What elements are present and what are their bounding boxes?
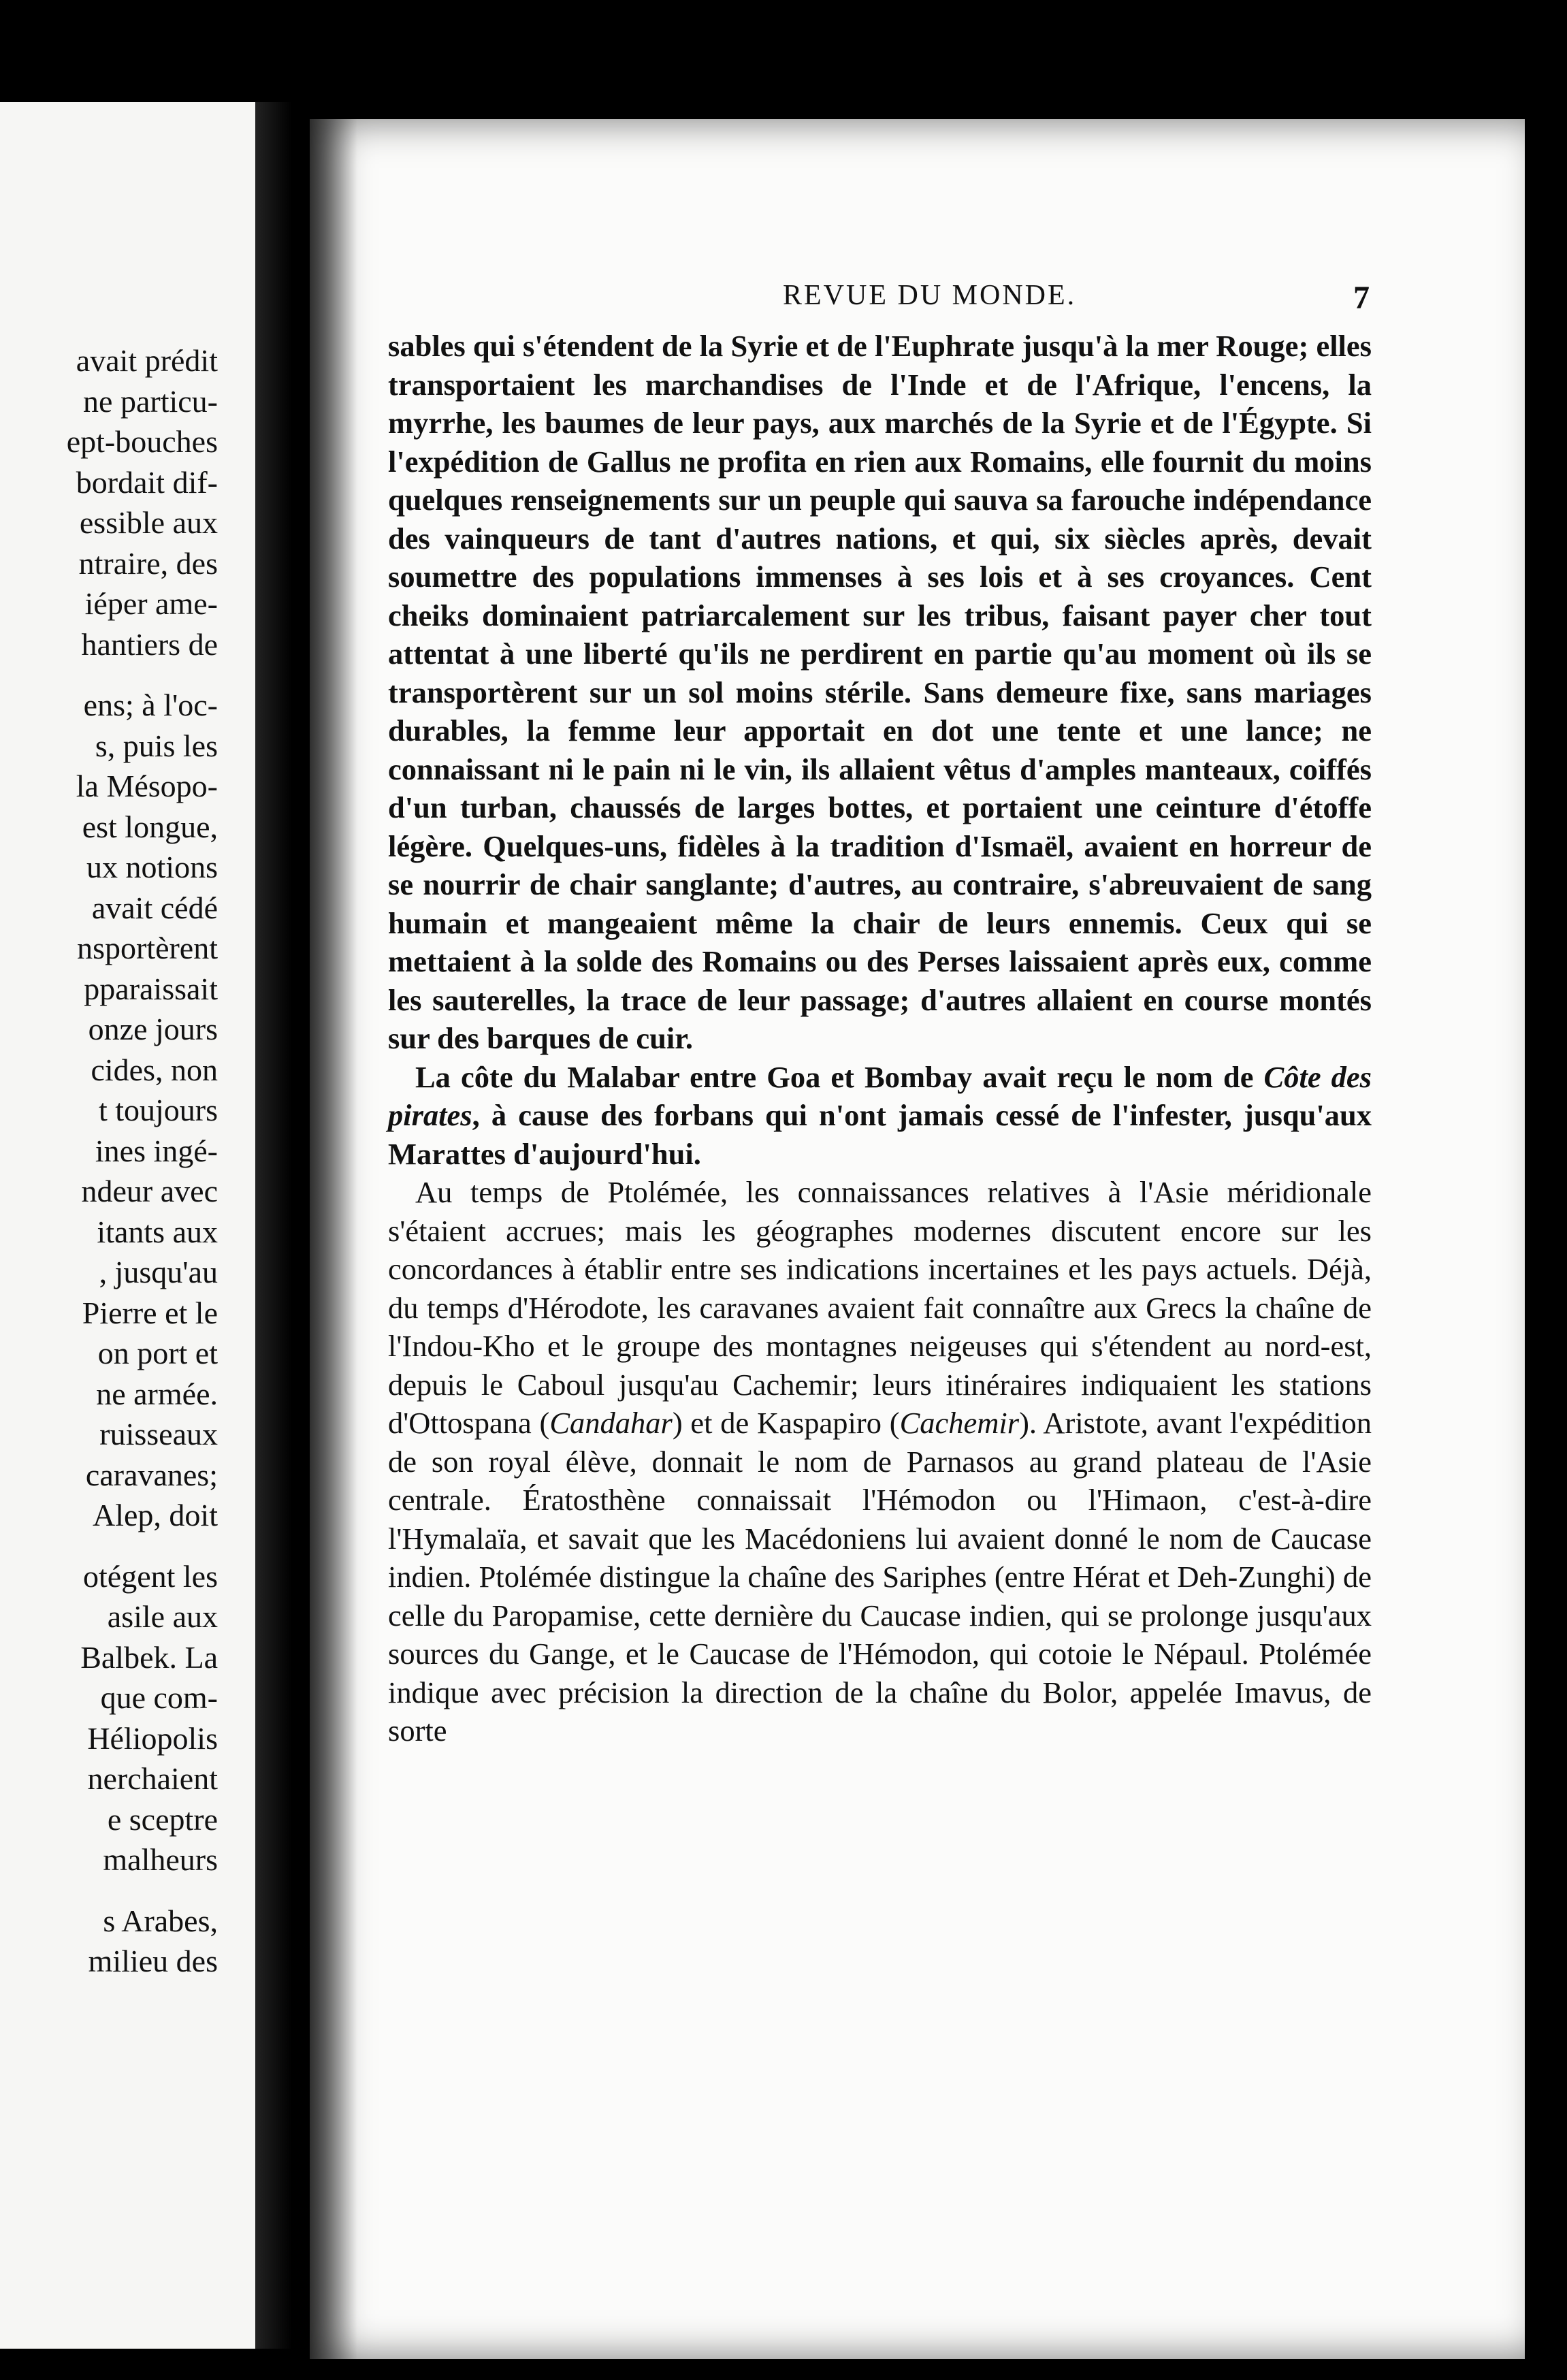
paragraph-1: sables qui s'étendent de la Syrie et de l'Euphrate jusqu'à la mer Rouge; elles transportaient les marchandises de l'Inde et de l'Afrique, l'encens, la myrrhe, les baumes de leur pays, aux marchés de la Syrie et de l'Égypte. Si l'expédition de Gallus ne profita en rien aux Romains, elle fournit du moins quelques renseignements sur un peuple qui sauva sa farouche indépendance des vainqueurs de tant d'autres nations, et qui, six siècles après, devait soumettre des populations immenses à ses lois et à ses croyances. Cent cheiks dominaient patriarcalement sur les tribus, faisant payer cher tout attentat à une liberté qu'ils ne perdirent en partie qu'au moment où ils se transportèrent sur un sol moins stérile. Sans demeure fixe, sans mariages durables, la femme leur apportait en dot une tente et une lance; ne connaissant ni le pain ni le vin, ils allaient vêtus d'amples manteaux, coiffés d'un turban, chaussés de larges bottes, et portaient une ceinture d'étoffe légère. Quelques-uns, fidèles à la tradition d'Ismaël, avaient en horreur de se nourrir de chair sanglante; d'autres, au contraire, s'abreuvaient de sang humain et mangeaient même la chair de leurs ennemis. Ceux qui se mettaient à la solde des Romains ou des Perses laissaient après eux, comme les sauterelles, la trace de leur passage; d'autres allaient en course montés sur des barques de cuir. (388, 329, 1372, 1055)
paragraph-3-italic-2: Cachemir (899, 1406, 1020, 1440)
left-page-text (0, 340, 218, 1982)
left-page-line: ens; à l'oc- (83, 688, 218, 722)
left-page-line: t toujours (98, 1093, 218, 1127)
paragraph-2 (388, 1058, 1372, 1174)
book-gutter-shadow (255, 102, 317, 2349)
left-page-line: s, puis les (95, 728, 218, 763)
left-page-line: ept-bouches (66, 424, 218, 459)
left-page-line: nsportèrent (77, 931, 218, 965)
left-page-line: Alep, doit (93, 1498, 218, 1532)
left-page-line: ntraire, des (78, 545, 218, 581)
left-page-line: asile aux (107, 1599, 218, 1634)
page-gutter-shadow (310, 119, 357, 2359)
running-head: REVUE DU MONDE. (783, 280, 1077, 311)
left-page-line: Pierre et le (82, 1295, 218, 1330)
left-page-line: , jusqu'au (99, 1255, 218, 1289)
left-page-line: caravanes; (85, 1457, 218, 1492)
paragraph-3-italic-1: Candahar (549, 1406, 673, 1440)
left-page-line: Héliopolis (87, 1720, 218, 1756)
main-page (310, 119, 1525, 2359)
left-page-line: otégent les (83, 1558, 218, 1594)
left-page-line: avait prédit (76, 343, 218, 378)
left-page-line: bordait dif- (76, 464, 218, 500)
paragraph-2-italic: Côte des pirates (388, 1059, 1372, 1132)
paragraph-2-text-a: La côte du Malabar entre Goa et Bombay avait reçu le nom de (415, 1059, 1264, 1094)
paragraph-3-text-b: ) et de Kaspapiro ( (672, 1406, 900, 1440)
left-page-line: ne particu- (83, 383, 218, 419)
left-page-line: milieu des (88, 1944, 218, 1978)
paragraph-3-text-a: Au temps de Ptolémée, les connaissances relatives à l'Asie méridionale s'étaient accrues; mais les géographes modernes discutent encore sur les concordances à établir entre ses indications incertaines et les pays actuels. Déjà, du temps d'Hérodote, les caravanes avaient fait connaître aux Grecs la chaîne de l'Indou-Kho et le groupe des montagnes neigeuses qui s'étendent au nord-est, depuis le Caboul jusqu'au Cachemir; leurs itinéraires indiquaient les stations d'Ottospana ( (388, 1175, 1372, 1440)
left-page-line: nerchaient (87, 1761, 218, 1796)
left-page-line: on port et (97, 1336, 218, 1370)
left-page-line: itants aux (97, 1214, 218, 1249)
left-page-line: que com- (100, 1680, 218, 1715)
left-page-line: cides, non (91, 1052, 218, 1087)
left-page-line: la Mésopo- (76, 769, 218, 803)
body-text (388, 327, 1372, 1750)
paragraph-3 (388, 1173, 1372, 1750)
left-page-gap (0, 1536, 218, 1556)
page-number: 7 (1353, 280, 1372, 316)
left-page-line: e sceptre (107, 1801, 218, 1837)
left-page-line: ines ingé- (95, 1133, 218, 1168)
paragraph-3-text-c: ). Aristote, avant l'expédition de son royal élève, donnait le nom de Parnasos au grand plateau de l'Asie centrale. Ératosthène connaissait l'Hémodon ou l'Himaon, c'est-à-dire l'Hymalaïa, et savait que les Macédoniens lui avaient donné le nom de Caucase indien. Ptolémée distingue la chaîne des Sariphes (entre Hérat et Deh-Zunghi) de celle du Paropamise, cette dernière du Caucase indien, qui se prolonge jusqu'aux sources du Gange, et le Caucase de l'Hémodon, qui cotoie le Népaul. Ptolémée indique avec précision la direction de la chaîne du Bolor, appelée Imavus, de sorte (388, 1406, 1372, 1748)
left-page-line: ruisseaux (99, 1417, 218, 1451)
left-page-line: iéper ame- (84, 586, 218, 621)
left-page-line: est longue, (82, 809, 218, 844)
left-page-line: hantiers de (81, 626, 218, 662)
left-page-gap (0, 1880, 218, 1901)
paragraph-2-text-b: , à cause des forbans qui n'ont jamais cessé de l'infester, jusqu'aux Marattes d'aujourd'hui. (388, 1098, 1372, 1171)
left-page-line: pparaissait (84, 971, 218, 1006)
left-page-line: onze jours (88, 1012, 218, 1046)
left-page-gap (0, 664, 218, 685)
left-page-fragment (0, 102, 255, 2349)
left-page-line: avait cédé (91, 890, 218, 925)
page-header (388, 279, 1372, 320)
left-page-line: ne armée. (96, 1376, 218, 1411)
left-page-line: Balbek. La (80, 1639, 218, 1675)
left-page-line: s Arabes, (103, 1903, 218, 1938)
left-page-line: ux notions (86, 850, 218, 884)
left-page-line: ndeur avec (81, 1174, 218, 1208)
left-page-line: malheurs (103, 1842, 218, 1877)
left-page-line: essible aux (79, 505, 218, 540)
